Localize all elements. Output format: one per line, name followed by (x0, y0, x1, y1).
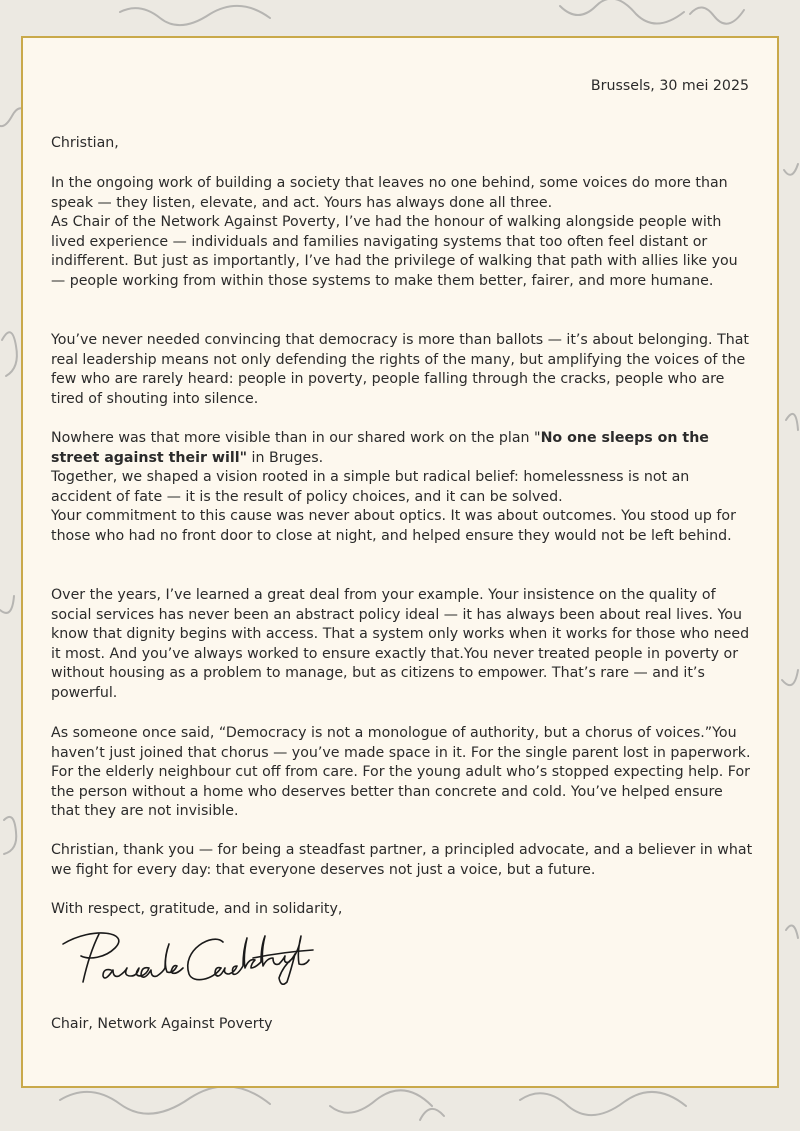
plan-title-bold: No one sleeps on the street against their will" (51, 430, 709, 466)
plan-text-pre: Nowhere was that more visible than in our shared work on the plan " (51, 430, 541, 446)
signature-title: Chair, Network Against Poverty (51, 1016, 273, 1032)
signature-image (53, 924, 333, 1002)
letter-date: Brussels, 30 mei 2025 (590, 78, 749, 94)
paragraph-chorus: As someone once said, “Democracy is not a monologue of authority, but a chorus of voices.”You haven’t just joined that chorus — you’ve made space in it. For the single parent lost in paperwork. For the elderly neighbour cut off from care. For the young adult who’s stopped expecting help. For the person without a home who deserves better than concrete and cold. You’ve helped ensure that they are not invisible. (51, 725, 751, 820)
paragraph-chair-role: As Chair of the Network Against Poverty, I’ve had the honour of walking alongside people with lived experience — individuals and families navigating systems that too often feel distant or indifferent. But just as importantly, I’ve had the privilege of walking that path with allies like you — people working from within those systems to make them better, fairer, and more humane. (51, 214, 738, 289)
paragraph-vision: Together, we shaped a vision rooted in a simple but radical belief: homelessness is not an accident of fate — it is the result of policy choices, and it can be solved. (51, 469, 690, 505)
paragraph-example: Over the years, I’ve learned a great deal from your example. Your insistence on the quality of social services has never been an abstract policy ideal — it has always been about real lives. You know that dignity begins with access. That a system only works when it works for those who need it most. And you’ve always worked to ensure exactly that.You never treated people in poverty or without housing as a problem to manage, but as citizens to empower. That’s rare — and it’s powerful. (51, 587, 750, 701)
paragraph-intro: In the ongoing work of building a society that leaves no one behind, some voices do more than speak — they listen, elevate, and act. Yours has always done all three. (51, 175, 728, 211)
plan-text-post: in Bruges. (247, 449, 324, 466)
paragraph-thanks: Christian, thank you — for being a steadfast partner, a principled advocate, and a believer in what we fight for every day: that everyone deserves not just a voice, but a future. (51, 842, 753, 878)
closing: With respect, gratitude, and in solidarity, (51, 901, 343, 917)
salutation: Christian, (51, 135, 119, 151)
paragraph-democracy: You’ve never needed convincing that democracy is more than ballots — it’s about belonging. That real leadership means not only defending the rights of the many, but amplifying the voices of the few who are rarely heard: people in poverty, people falling through the cracks, people who are tired of shouting into silence. (51, 332, 749, 407)
paragraph-plan (51, 429, 753, 468)
letter-paper (21, 36, 779, 1088)
paragraph-commitment: Your commitment to this cause was never about optics. It was about outcomes. You stood up for those who had no front door to close at night, and helped ensure they would not be left behind. (51, 508, 736, 544)
